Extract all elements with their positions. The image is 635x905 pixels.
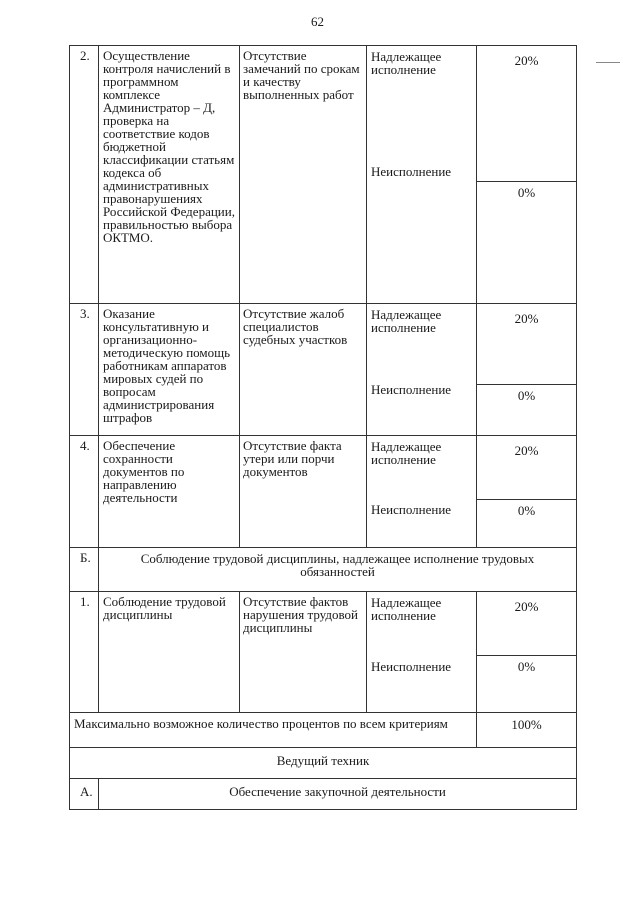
section-title: Обеспечение закупочной деятельности [99, 779, 577, 810]
indicator-text: Отсутствие фактов нарушения трудовой дисциплины [240, 592, 367, 713]
indicator-text: Отсутствие факта утери или порчи документов [240, 436, 367, 548]
section-letter: А. [70, 779, 99, 810]
max-total-label: Максимально возможное количество процентов по всем критериям [74, 716, 448, 731]
row-number: 2. [70, 46, 99, 304]
max-total-value: 100% [477, 713, 577, 748]
status-good: Надлежащее исполнение [371, 307, 442, 335]
percent-bad: 0% [477, 500, 577, 548]
percent-bad: 0% [477, 385, 577, 436]
section-row [70, 548, 577, 592]
criteria-table [69, 45, 577, 810]
percent-good: 20% [477, 304, 577, 385]
indicator-text: Отсутствие замечаний по срокам и качеству выполненных работ [240, 46, 367, 304]
percent-bad: 0% [477, 656, 577, 713]
status-bad: Неисполнение [371, 502, 452, 517]
page-number: 62 [311, 14, 324, 29]
table-row [70, 304, 577, 385]
percent-good: 20% [477, 592, 577, 656]
section-row [70, 779, 577, 810]
status-cell [367, 436, 477, 548]
margin-mark [596, 62, 620, 63]
status-cell [367, 304, 477, 436]
percent-bad: 0% [477, 182, 577, 304]
criterion-text: Обеспечение сохранности документов по направлению деятельности [99, 436, 240, 548]
indicator-text: Отсутствие жалоб специалистов судебных участков [240, 304, 367, 436]
row-number: 1. [70, 592, 99, 713]
status-good: Надлежащее исполнение [371, 439, 442, 467]
status-good: Надлежащее исполнение [371, 49, 442, 77]
status-cell [367, 592, 477, 713]
criterion-text: Осуществление контроля начислений в программном комплексе Администратор – Д, проверка на соответствие кодов бюджетной классификации статьям кодекса об административных правонарушениях Российской Федерации, правильностью выбора ОКТМО. [99, 46, 240, 304]
status-bad: Неисполнение [371, 382, 452, 397]
percent-good: 20% [477, 46, 577, 182]
status-bad: Неисполнение [371, 659, 452, 674]
status-cell [367, 46, 477, 304]
position-title: Ведущий техник [70, 748, 577, 779]
total-row [70, 713, 577, 748]
status-good: Надлежащее исполнение [371, 595, 442, 623]
criterion-text: Оказание консультативную и организационно-методическую помощь работникам аппаратов мировых судей по вопросам администрирования штрафов [99, 304, 240, 436]
status-bad: Неисполнение [371, 164, 452, 179]
percent-good: 20% [477, 436, 577, 500]
table-row [70, 46, 577, 182]
position-row [70, 748, 577, 779]
row-number: 3. [70, 304, 99, 436]
section-letter: Б. [70, 548, 99, 592]
section-title: Соблюдение трудовой дисциплины, надлежащее исполнение трудовых обязанностей [99, 548, 577, 592]
criterion-text: Соблюдение трудовой дисциплины [99, 592, 240, 713]
table-row [70, 436, 577, 500]
table-row [70, 592, 577, 656]
row-number: 4. [70, 436, 99, 548]
